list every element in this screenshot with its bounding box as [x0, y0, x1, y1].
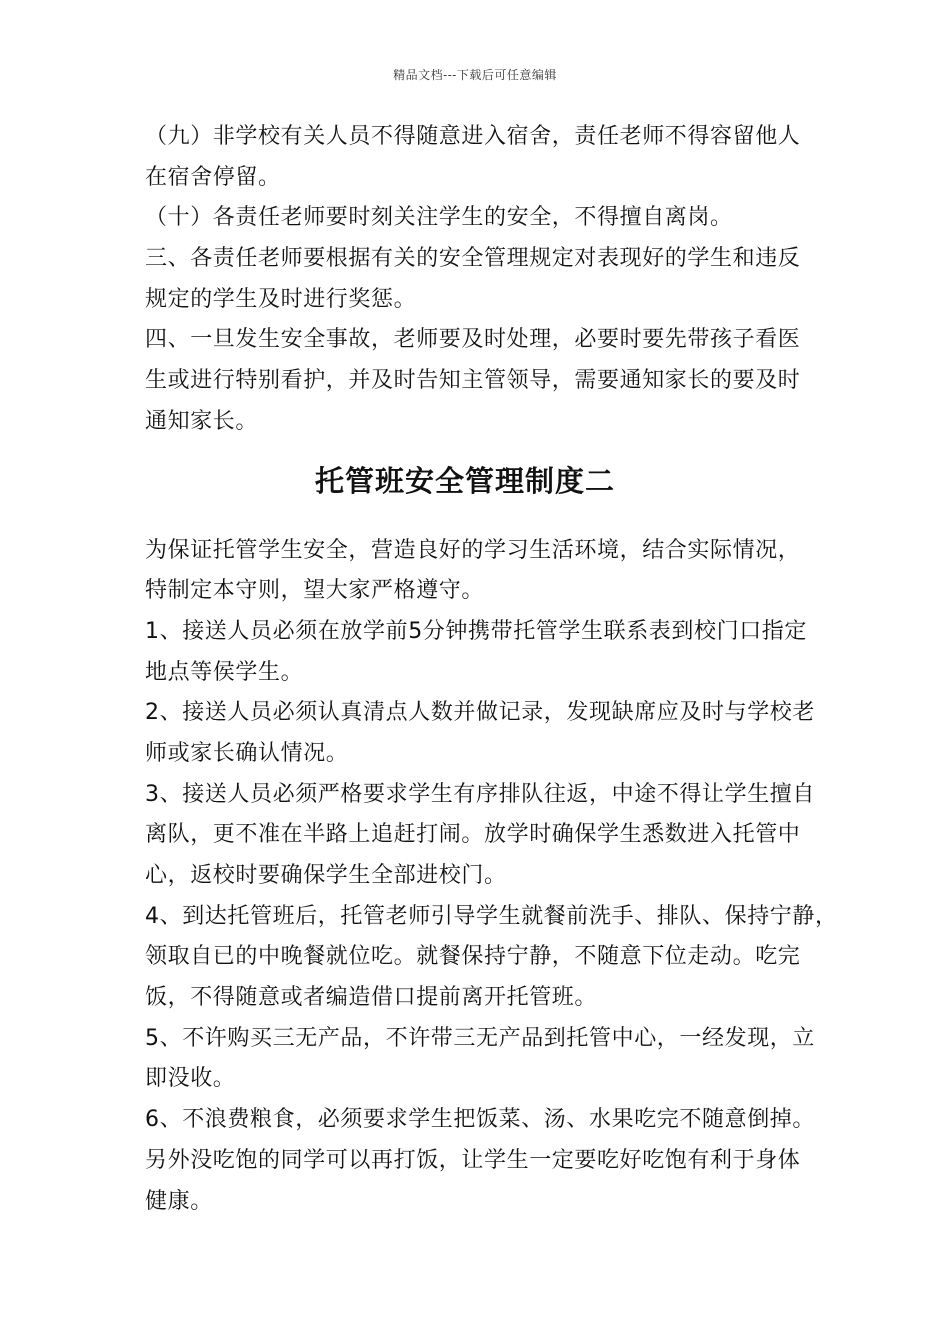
text-line: 领取自已的中晚餐就位吃。就餐保持宁静，不随意下位走动。吃完 — [145, 944, 801, 970]
section-1 — [145, 117, 835, 443]
section-2 — [145, 531, 838, 1223]
text-line: 为保证托管学生安全，营造良好的学习生活环境，结合实际情况， — [145, 537, 801, 563]
text-line: 5、不许购买三无产品，不许带三无产品到托管中心，一经发现，立 — [145, 1025, 815, 1051]
text-line: 1、接送人员必须在放学前5分钟携带托管学生联系表到校门口指定 — [145, 618, 807, 644]
text-line: 心，返校时要确保学生全部进校门。 — [145, 863, 507, 888]
text-line: 即没收。 — [145, 1066, 236, 1092]
text-line: 三、各责任老师要根据有关的安全管理规定对表现好的学生和违反 — [145, 246, 801, 272]
text-line: （十）各责任老师要时刻关注学生的安全，不得擅自离岗。 — [145, 205, 733, 231]
text-line: 2、接送人员必须认真清点人数并做记录，发现缺席应及时与学校老 — [145, 700, 815, 726]
section-title: 托管班安全管理制度二 — [314, 463, 615, 498]
text-line: （九）非学校有关人员不得随意进入宿舍，责任老师不得容留他人 — [145, 124, 801, 149]
text-line: 另外没吃饱的同学可以再打饭，让学生一定要吃好吃饱有利于身体 — [145, 1147, 801, 1173]
text-line: 特制定本守则，望大家严格遵守。 — [145, 578, 485, 604]
text-line: 6、不浪费粮食，必须要求学生把饭菜、汤、水果吃完不随意倒掉。 — [145, 1107, 815, 1133]
text-line: 离队，更不准在半路上追赶打闹。放学时确保学生悉数进入托管中 — [145, 822, 801, 848]
text-line: 健康。 — [145, 1188, 213, 1214]
text-line: 饭，不得随意或者编造借口提前离开托管班。 — [145, 985, 598, 1011]
text-line: 师或家长确认情况。 — [145, 740, 349, 766]
text-line: 生或进行特别看护，并及时告知主管领导，需要通知家长的要及时 — [145, 368, 801, 394]
document-body — [145, 117, 838, 1222]
text-line: 在宿舍停留。 — [145, 164, 281, 190]
text-line: 四、一旦发生安全事故，老师要及时处理，必要时要先带孩子看医 — [145, 327, 801, 353]
text-line: 4、到达托管班后，托管老师引导学生就餐前洗手、排队、保持宁静， — [145, 903, 838, 929]
text-line: 规定的学生及时进行奖惩。 — [145, 286, 417, 312]
text-line: 通知家长。 — [145, 408, 259, 434]
text-line: 地点等侯学生。 — [145, 659, 304, 685]
page-header: 精品文档---下载后可任意编辑 — [393, 68, 557, 82]
text-line: 3、接送人员必须严格要求学生有序排队往返，中途不得让学生擅自 — [145, 781, 815, 807]
